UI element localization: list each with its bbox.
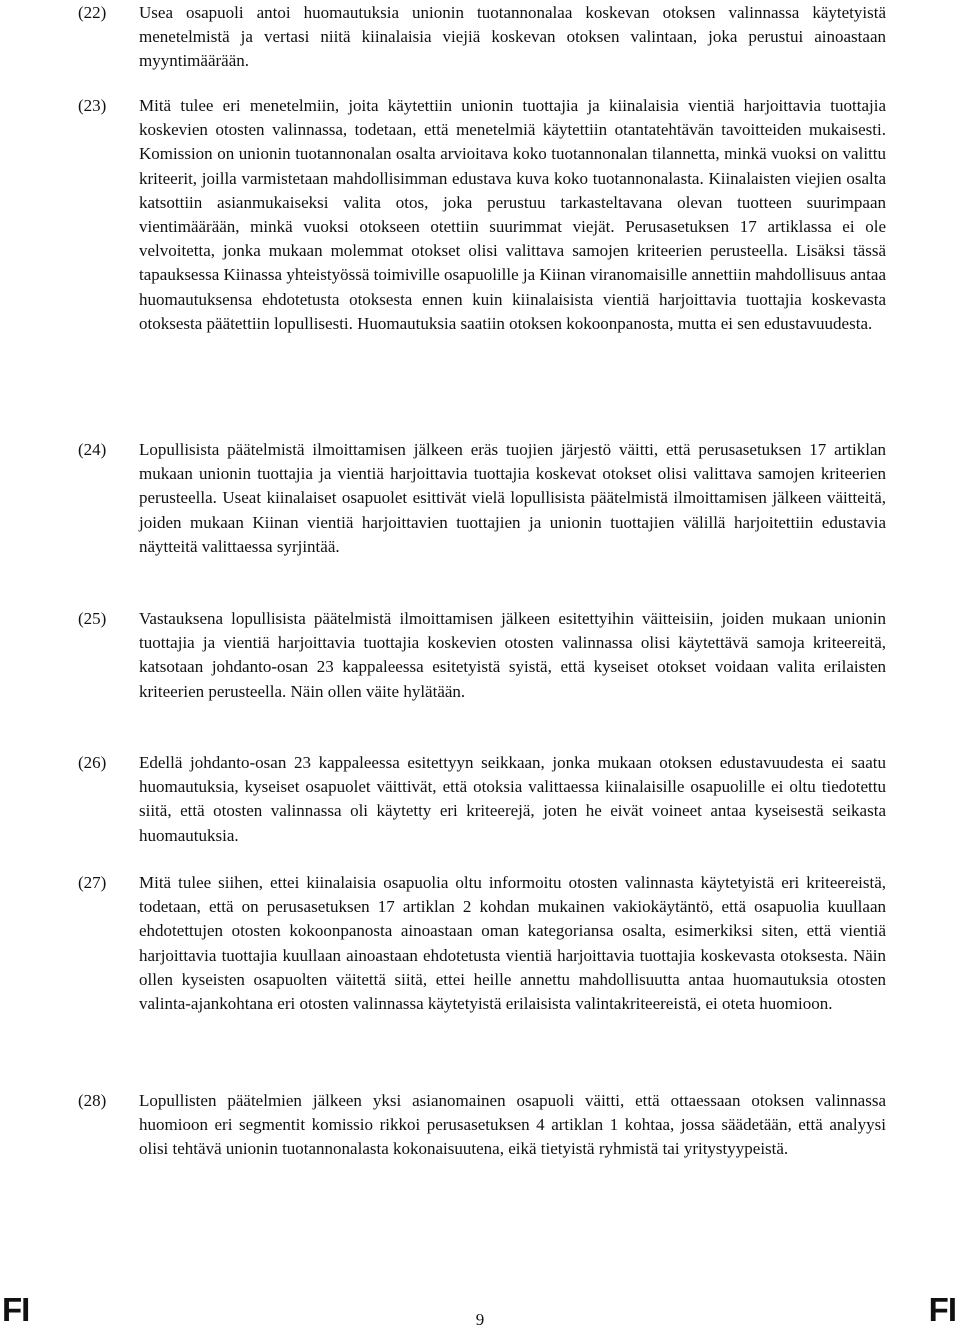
paragraph-text: Mitä tulee siihen, ettei kiinalaisia osapuolia oltu informoitu otosten valinnasta käytetyistä eri kriteereistä, todetaan, että on perusasetuksen 17 artiklan 2 kohdan mukainen vakiokäytäntö, että osapuolia kuullaan ehdotettujen otosten kokoonpanosta ainoastaan oman kategoriansa osalta, esimerkiksi siten, että vientiä harjoittavia tuottajia kuullaan ainoastaan ehdotetusta vientiä harjoittavia tuottajia koskevasta otoksesta. Näin ollen kyseisten osapuolten väitettä siitä, ettei heille annettu mahdollisuutta antaa huomautuksia otosten valinta-ajankohtana eri otosten valinnassa käytetyistä erilaisista valintakriteereistä, ei oteta huomioon.	[139, 873, 886, 1014]
paragraph-text: Mitä tulee eri menetelmiin, joita käytettiin unionin tuottajia ja kiinalaisia vientiä harjoittavia tuottajia koskevien otosten valinnassa, todetaan, että menetelmiä käytettiin otantatehtävän tavoitteiden mukaisesti. Komission on unionin tuotannonalan osalta arvioitava koko tuotannonalan tilannetta, minkä vuoksi on valittu kriteerit, joilla varmistetaan mahdollisimman edustava kuva koko tuotannonalasta. Kiinalaisten viejien osalta katsottiin asianmukaiseksi valita otos, joka perustuu tarkasteltavana olevan tuotteen suurimpaan vientimäärään, minkä vuoksi otokseen otettiin suurimmat viejät. Perusasetuksen 17 artiklassa ei ole velvoitetta, jonka mukaan molemmat otokset olisi valittava samojen kriteerien perusteella. Lisäksi tässä tapauksessa Kiinassa yhteistyössä toimiville osapuolille ja Kiinan viranomaisille annettiin mahdollisuus antaa huomautuksensa ehdotetusta otoksesta ennen kuin kiinalaisista vientiä harjoittavia tuottajia koskevasta otoksesta päätettiin lopullisesti. Huomautuksia saatiin otoksen kokoonpanosta, mutta ei sen edustavuudesta.	[139, 96, 886, 333]
paragraph-number: (26)	[78, 753, 107, 772]
paragraph-number: (23)	[78, 96, 107, 115]
paragraph-number: (24)	[78, 440, 107, 459]
paragraph-23	[78, 94, 886, 336]
paragraph-number: (28)	[78, 1091, 107, 1110]
footer-language-code-right: FI	[928, 1291, 956, 1328]
page-number: 9	[475, 1310, 485, 1329]
paragraph-24	[78, 438, 886, 559]
paragraph-text: Edellä johdanto-osan 23 kappaleessa esitettyyn seikkaan, jonka mukaan otoksen edustavuudesta ei saatu huomautuksia, kyseiset osapuolet väittivät, että otoksia valittaessa kiinalaisille osapuolille ei oltu tiedotettu siitä, että otosten valinnassa oli käytetty eri kriteerejä, joten he eivät voineet antaa kyseisestä seikasta huomautuksia.	[139, 753, 886, 845]
paragraph-text: Vastauksena lopullisista päätelmistä ilmoittamisen jälkeen esitettyihin väitteisiin, joiden mukaan unionin tuottajia ja vientiä harjoittavia tuottajia koskevien otosten valinnassa olisi käytettävä samoja kriteereitä, katsotaan johdanto-osan 23 kappaleessa esitetyistä syistä, että kyseiset otokset voidaan valita erilaisten kriteerien perusteella. Näin ollen väite hylätään.	[139, 609, 886, 701]
paragraph-text: Lopullisista päätelmistä ilmoittamisen jälkeen eräs tuojien järjestö väitti, että perusasetuksen 17 artiklan mukaan unionin tuottajia ja vientiä harjoittavia tuottajia koskevat otokset olisi valittava samojen kriteerien perusteella. Useat kiinalaiset osapuolet esittivät vielä lopullisista päätelmistä ilmoittamisen jälkeen väitteitä, joiden mukaan Kiinan vientiä harjoittavien tuottajien ja unionin tuottajien välillä harjoitettiin edustavia näytteitä valittaessa syrjintää.	[139, 440, 886, 556]
paragraph-number: (22)	[78, 3, 107, 22]
paragraph-27	[78, 871, 886, 1016]
paragraph-25	[78, 607, 886, 704]
paragraph-22	[78, 1, 886, 74]
paragraph-28	[78, 1089, 886, 1162]
paragraph-text: Lopullisten päätelmien jälkeen yksi asianomainen osapuoli väitti, että ottaessaan otoksen valinnassa huomioon eri segmentit komissio rikkoi perusasetuksen 4 artiklan 1 kohtaa, jossa säädetään, että analyysi olisi tehtävä unionin tuotannonalasta kokonaisuutena, eikä tietyistä ryhmistä tai yritystyypeistä.	[139, 1091, 886, 1159]
paragraph-text: Usea osapuoli antoi huomautuksia unionin tuotannonalaa koskevan otoksen valinnassa käytetyistä menetelmistä ja vertasi niitä kiinalaisia viejiä koskevan otoksen valintaan, joka perustui ainoastaan myyntimäärään.	[139, 3, 886, 71]
paragraph-number: (25)	[78, 609, 107, 628]
paragraph-number: (27)	[78, 873, 107, 892]
footer-language-code-left: FI	[2, 1291, 30, 1328]
paragraph-26	[78, 751, 886, 848]
